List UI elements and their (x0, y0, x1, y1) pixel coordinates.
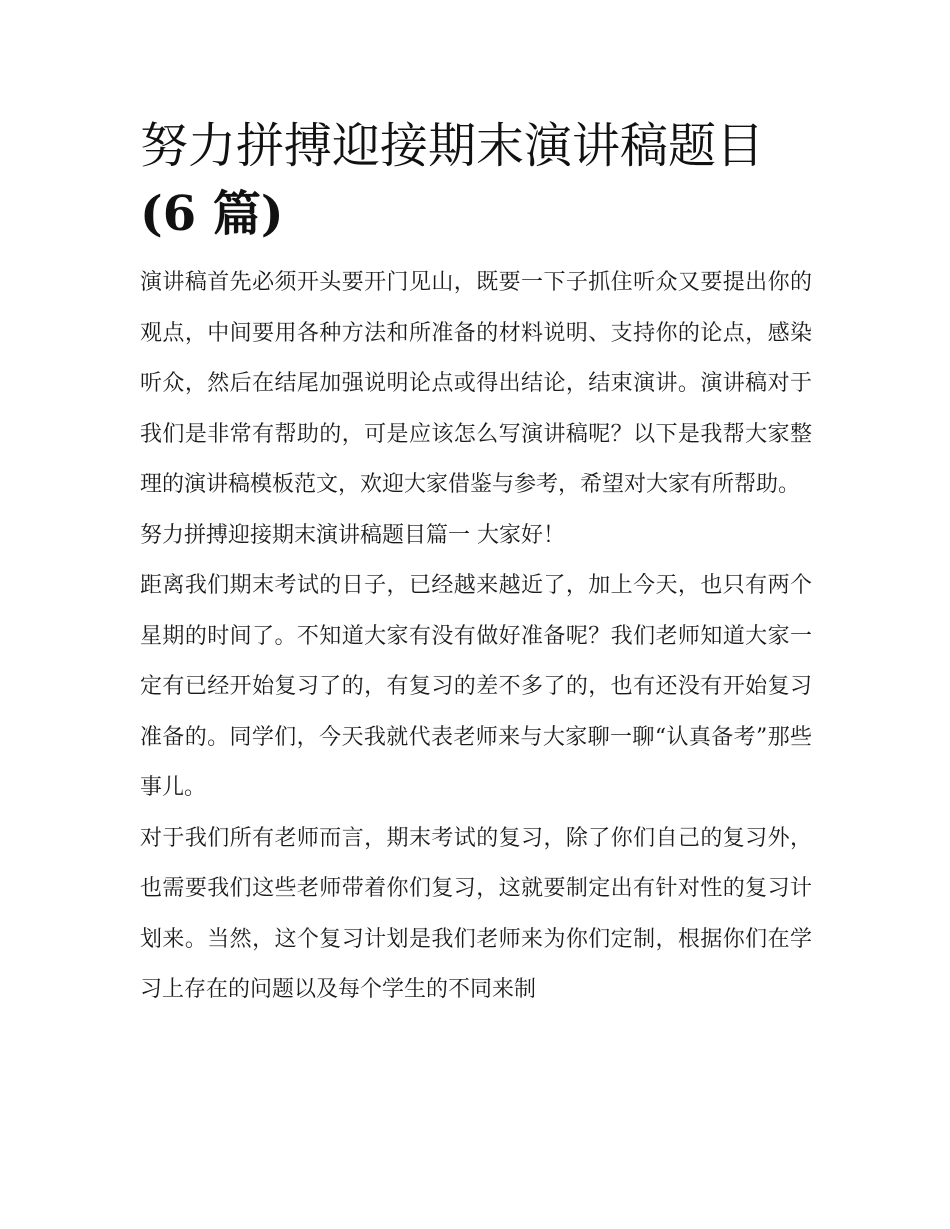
paragraph-review-plan: 对于我们所有老师而言，期末考试的复习，除了你们自己的复习外，也需要我们这些老师带着你们复习，这就要制定出有针对性的复习计划来。当然，这个复习计划是我们老师来为你们定制，根据你们在学习上存在的问题以及每个学生的不同来制 (140, 825, 812, 1002)
paragraph-exam-countdown: 距离我们期末考试的日子，已经越来越近了，加上今天，也只有两个星期的时间了。不知道大家有没有做好准备呢？我们老师知道大家一定有已经开始复习了的，有复习的差不多了的，也有还没有开始复习准备的。同学们，今天我就代表老师来与大家聊一聊“认真备考”那些事儿。 (140, 573, 812, 800)
title-line-2: (6 篇) (140, 186, 284, 242)
document-content (140, 112, 812, 1016)
document-title (140, 112, 812, 248)
paragraph-intro: 演讲稿首先必须开头要开门见山，既要一下子抓住听众又要提出你的观点，中间要用各种方法和所准备的材料说明、支持你的论点，感染听众，然后在结尾加强说明论点或得出结论，结束演讲。演讲稿对于我们是非常有帮助的，可是应该怎么写演讲稿呢？以下是我帮大家整理的演讲稿模板范文，欢迎大家借鉴与参考，希望对大家有所帮助。 (140, 270, 812, 497)
title-line-1: 努力拼搏迎接期末演讲稿题目 (140, 118, 765, 174)
paragraph-section-heading: 努力拼搏迎接期末演讲稿题目篇一 大家好！ (140, 522, 565, 548)
document-body (140, 258, 812, 1016)
